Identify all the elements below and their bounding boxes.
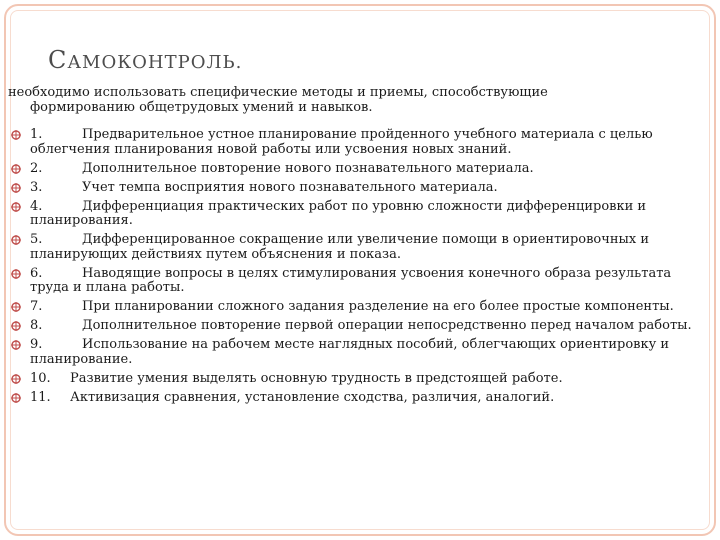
item-text: При планировании сложного задания разделение на его более простые компоненты.: [82, 299, 674, 314]
intro-paragraph: [8, 86, 668, 115]
list-item: [8, 372, 698, 387]
slide-title-dot: .: [235, 52, 243, 73]
bullet-icon: [10, 339, 22, 351]
bullet-icon: [10, 268, 22, 280]
list-item: [8, 338, 698, 367]
bullet-icon: [10, 320, 22, 332]
item-text: Предварительное устное планирование пройденного учебного материала с целью облегчения планирования новой работы или усвоения новых знаний.: [30, 127, 653, 157]
bullet-icon: [10, 182, 22, 194]
item-text: Дифференцированное сокращение или увеличение помощи в ориентировочных и планирующих действиях путем объяснения и показа.: [30, 232, 649, 262]
list-item: [8, 391, 698, 406]
intro-line-1: необходимо использовать специфические методы и приемы, способствующие: [8, 85, 548, 100]
list-item: [8, 267, 698, 296]
list-item: [8, 162, 698, 177]
list-item: [8, 200, 698, 229]
item-number: 8.: [30, 318, 43, 333]
item-text: Дополнительное повторение первой операции непосредственно перед началом работы.: [82, 318, 692, 333]
item-number: 11.: [30, 389, 51, 405]
slide-title-rest: АМОКОНТРОЛЬ: [67, 52, 236, 73]
bullet-icon: [10, 129, 22, 141]
item-text: Дифференциация практических работ по уровню сложности дифференцировки и планирования.: [30, 198, 647, 228]
list-item: [8, 128, 698, 157]
list-item: [8, 300, 698, 315]
bullet-icon: [10, 373, 22, 385]
item-text: Наводящие вопросы в целях стимулирования усвоения конечного образа результата труда и плана работы.: [30, 265, 672, 295]
item-text: Развитие умения выделять основную трудность в предстоящей работе.: [70, 370, 563, 386]
item-number: 9.: [30, 337, 43, 352]
item-number: 10.: [30, 370, 51, 386]
item-number: 4.: [30, 198, 43, 214]
item-number: 2.: [30, 160, 43, 176]
list-item: [8, 319, 698, 334]
item-number: 7.: [30, 299, 43, 314]
list-item: [8, 233, 698, 262]
bullet-list: [8, 128, 698, 410]
item-text: Использование на рабочем месте наглядных пособий, облегчающих ориентировку и планирование.: [30, 337, 670, 367]
list-item: [8, 181, 698, 196]
item-number: 6.: [30, 265, 43, 281]
item-number: 5.: [30, 232, 43, 247]
item-text: Активизация сравнения, установление сходства, различия, аналогий.: [70, 389, 555, 405]
bullet-icon: [10, 392, 22, 404]
item-text: Учет темпа восприятия нового познавательного материала.: [82, 179, 498, 195]
item-number: 1.: [30, 127, 43, 142]
item-text: Дополнительное повторение нового познавательного материала.: [82, 160, 534, 176]
intro-line-2: формированию общетрудовых умений и навыков.: [30, 99, 373, 115]
slide-title: [48, 46, 242, 74]
slide-title-initial: С: [48, 46, 68, 74]
bullet-icon: [10, 234, 22, 246]
item-number: 3.: [30, 179, 43, 195]
bullet-icon: [10, 163, 22, 175]
bullet-icon: [10, 301, 22, 313]
bullet-icon: [10, 201, 22, 213]
